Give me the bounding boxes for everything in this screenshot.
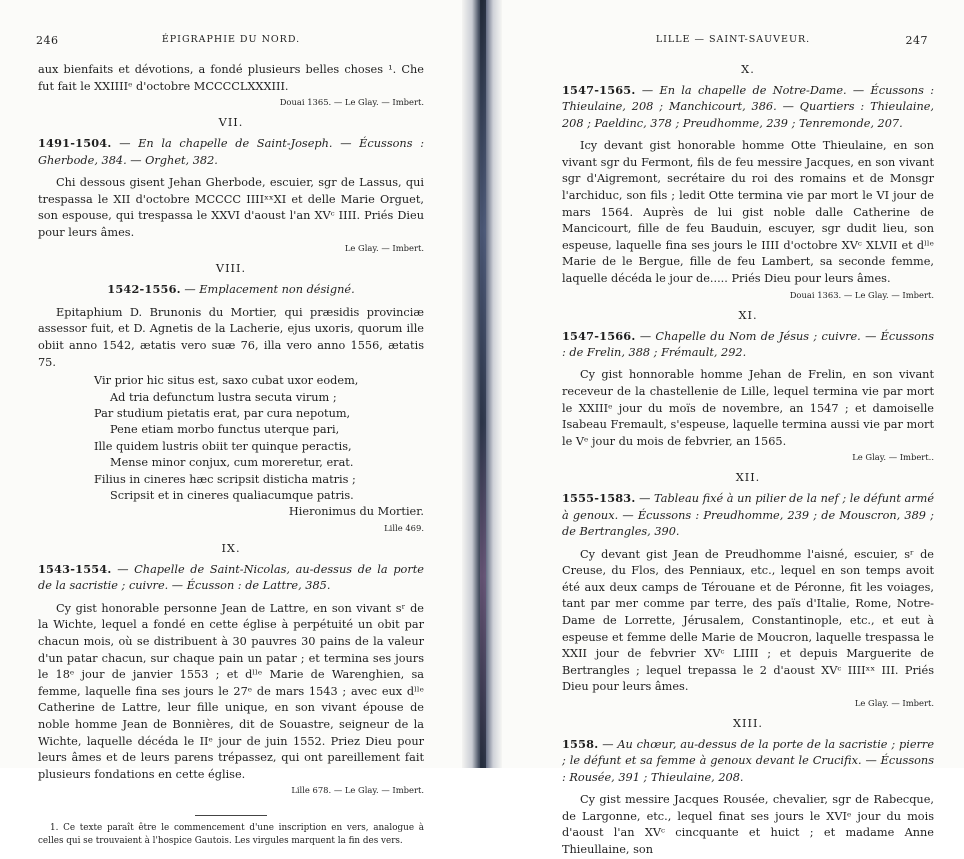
section-date: 1558.: [562, 736, 599, 751]
section-date: 1542-1556.: [107, 282, 181, 297]
epitaph-signature: Hieronimus du Mortier.: [288, 505, 424, 519]
section-location: — Chapelle de Saint-Nicolas, au-dessus de la porte de la sacristie ; cuivre. — Écusson : de Lattre, 385.: [38, 563, 424, 593]
inscription-text: Cy gist honnorable homme Jehan de Frelin, en son vivant receveur de la chastellenie de Lille, lequel termina vie par mort le XXIIIᵉ jour du moïs de novembre, an 1547 ; et damoiselle Isabeau Fremault, s'espeuse, laquelle termina aussi vie par mort le Vᵉ jour du mois de febvrier, an 1565.: [562, 368, 934, 448]
section-number: XI.: [738, 308, 758, 322]
section-number: VII.: [218, 116, 244, 130]
running-title: LILLE — SAINT-SAUVEUR.: [655, 34, 811, 45]
section-reference: Douai 1363. — Le Glay. — Imbert.: [789, 289, 934, 300]
running-title: ÉPIGRAPHIE DU NORD.: [161, 34, 301, 45]
epitaph-verse: [94, 373, 424, 504]
section-heading: [38, 281, 424, 298]
section-location: — Au chœur, au-dessus de la porte de la sacristie ; pierre ; le défunt et sa femme à genoux devant le Crucifix. — Écussons : Rousée, 391 ; Thieulaine, 208.: [562, 737, 935, 784]
verse-line: Filius in cineres hæc scripsit disticha matris ;: [94, 472, 356, 486]
section-reference: Le Glay. — Imbert.: [854, 697, 934, 708]
inscription-text: Icy devant gist honorable homme Otte Thieulaine, en son vivant sgr du Fermont, fils de feu messire Jacques, en son vivant sgr d'Aigremont, secrétaire du roi des romains et de Monsgr l'archiduc, son fils ; ledit Otte termina vie par mort le VI jour de mars 1564. Auprès de lui gist noble dalle Catherine de Mancicourt, fille de feu Bauduin, escuyer, sgr dudit lieu, son espeuse, laquelle fina ses jours le IIII d'octobre XVᶜ XLVII et dˡˡᵉ Marie de le Bergue, fille de feu Lambert, sa seconde femme, laquelle décéda le jour de..... Priés Dieu pour leurs âmes.: [562, 139, 934, 285]
right-page: [502, 0, 964, 856]
inscription-text: Cy gist messire Jacques Rousée, chevalier, sgr de Rabecque, de Largonne, etc., lequel finat ses jours le XVIᵉ jour du mois d'aoust l'an XVᶜ cincquante et huict ; et madame Anne Thieullaine, son: [562, 793, 934, 856]
right-page-header: [502, 30, 964, 48]
verse-line: Scripsit et in cineres qualiacumque patris.: [110, 489, 354, 502]
book-gutter-shadow: [480, 0, 486, 768]
left-page-body: [38, 62, 424, 848]
inscription-text: Cy gist honorable personne Jean de Lattre, en son vivant sʳ de la Wichte, lequel a fondé en cette église à perpétuité un obit par chacun mois, où se distribuent à 30 pauvres 30 pains de la valeur d'un patar chacun, sur chaque pain un patar ; et termina ses jours le 18ᵉ jour de janvier 1553 ; et dˡˡᵉ Marie de Warenghien, sa femme, laquelle fina ses jours le 27ᵉ de mars 1543 ; avec eux dˡˡᵉ Catherine de Lattre, leur fille unique, en son vivant épouse de noble homme Jean de Bonnières, dit de Souastre, seigneur de la Wichte, laquelle décéda le IIᵉ jour de juin 1552. Priez Dieu pour leurs âmes et de leurs parens trépassez, qui ont pareillement fait plusieurs fondations en cette église.: [38, 601, 424, 781]
section-heading: [562, 328, 934, 362]
section-location: — Emplacement non désigné.: [184, 283, 355, 297]
inscription-text: Chi dessous gisent Jehan Gherbode, escuier, sgr de Lassus, qui trespassa le XII d'octobre MCCCC IIIIˣˣXI et delle Marie Orguet, son espouse, qui trespassa le XXVI d'aoust l'an XVᶜ IIII. Priés Dieu pour leurs âmes.: [38, 176, 424, 239]
inscription-text: Epitaphium D. Brunonis du Mortier, qui præsidis provinciæ assessor fuit, et D. Agnetis de la Lacherie, ejus uxoris, quorum ille obiit anno 1542, ætatis vero suæ 76, illa vero anno 1556, ætatis 75.: [38, 305, 424, 369]
section-number: XIII.: [732, 716, 764, 730]
verse-line: Pene etiam morbo functus uterque pari,: [110, 423, 340, 437]
section-reference: Lille 469.: [384, 523, 424, 533]
verse-line: Par studium pietatis erat, par cura nepotum,: [94, 406, 351, 420]
section-reference: Le Glay. — Imbert.: [344, 243, 424, 254]
footnote-rule: [195, 815, 267, 816]
section-heading: [562, 736, 934, 786]
section-location: — Chapelle du Nom de Jésus ; cuivre. — Écussons : de Frelin, 388 ; Frémault, 292.: [562, 329, 934, 359]
verse-line: Vir prior hic situs est, saxo cubat uxor eodem,: [94, 374, 359, 388]
left-page: [0, 0, 462, 847]
section-number: X.: [741, 63, 755, 76]
intro-text: aux bienfaits et dévotions, a fondé plusieurs belles choses ¹. Che fut fait le XXIIIIᵉ d'octobre MCCCCLXXXIII.: [38, 63, 424, 93]
section-heading: [562, 490, 934, 540]
inscription-text: Cy devant gist Jean de Preudhomme l'aisné, escuier, sʳ de Creuse, du Flos, des Penniaux, etc., lequel en son temps avoit été aux deux camps de Térouane et de Péronne, fit les voiages, tant par mer comme par terre, des païs d'Italie, Rome, Notre-Dame de Lorrette, Jérusalem, Constantinople, etc., et eut à espeuse et femme delle Marie de Moucron, laquelle trespassa le XXII jour de febvrier XVᶜ LIIII ; et depuis Marguerite de Bertrangles ; lequel trepassa le 2 d'aoust XVᶜ IIIIˣˣ III. Priés Dieu pour leurs âmes.: [562, 547, 934, 694]
section-location: — En la chapelle de Saint-Joseph. — Écussons : Gherbode, 384. — Orghet, 382.: [38, 137, 424, 167]
section-date: 1547-1565.: [562, 83, 636, 97]
section-location: — En la chapelle de Notre-Dame. — Écussons : Thieulaine, 208 ; Manchicourt, 386. — Quartiers : Thieulaine, 208 ; Paeldinc, 378 ; Preudhomme, 239 ; Tenremonde, 207.: [562, 84, 934, 130]
verse-line: Mense minor conjux, cum moreretur, erat.: [110, 456, 354, 470]
section-heading: [38, 561, 424, 595]
left-page-header: [0, 30, 462, 48]
section-number: IX.: [221, 542, 241, 555]
section-date: 1547-1566.: [562, 328, 636, 343]
footnote: 1. Ce texte paraît être le commencement d'une inscription en vers, analogue à celles qui se trouvaient à l'hospice Gautois. Les virgules marquent la fin des vers.: [38, 823, 424, 847]
section-location: — Tableau fixé à un pilier de la nef ; le défunt armé à genoux. — Écussons : Preudhomme, 239 ; de Mouscron, 389 ; de Bertrangles, 390.: [562, 492, 935, 539]
right-page-body: [562, 56, 934, 859]
intro-reference: Douai 1365. — Le Glay. — Imbert.: [279, 97, 424, 108]
section-number: VIII.: [215, 262, 247, 276]
section-number: XII.: [735, 471, 761, 485]
section-heading: [38, 135, 424, 169]
section-heading: [562, 82, 934, 132]
page-number: 247: [905, 34, 928, 47]
verse-line: Ille quidem lustris obiit ter quinque peractis,: [94, 439, 352, 453]
section-date: 1491-1504.: [38, 136, 112, 151]
section-reference: Le Glay. — Imbert..: [852, 452, 934, 463]
page-number: 246: [36, 34, 59, 47]
section-date: 1555-1583.: [562, 491, 636, 506]
verse-line: Ad tria defunctum lustra secuta virum ;: [110, 390, 337, 404]
section-date: 1543-1554.: [38, 562, 112, 576]
section-reference: Lille 678. — Le Glay. — Imbert.: [291, 785, 424, 796]
